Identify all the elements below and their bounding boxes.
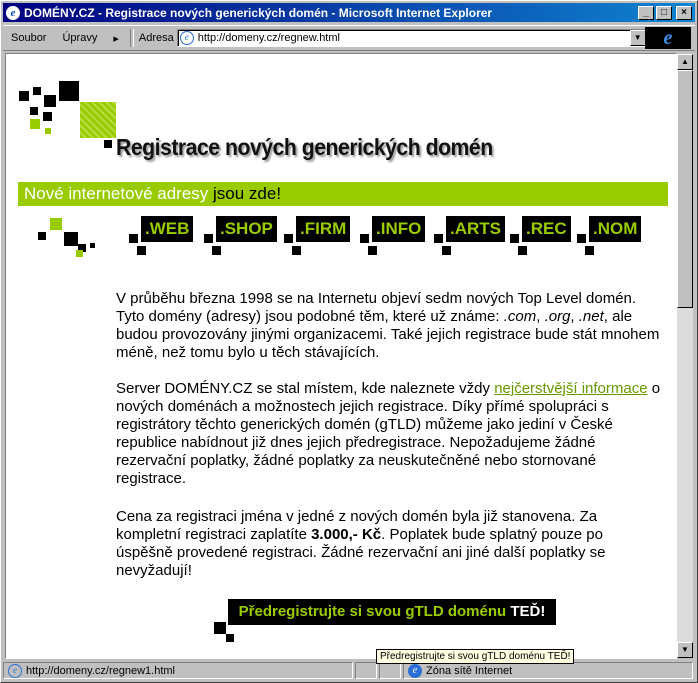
intro-paragraph [116, 290, 661, 362]
scroll-thumb[interactable] [677, 70, 693, 308]
domain-tab-arts[interactable] [446, 216, 505, 242]
toolbar-divider [130, 29, 134, 47]
para-text: V průběhu března 1998 se na Internetu objeví sedm nových Top Level domén. Tyto domény (adresy) jsou podobné těm, které už známe: [116, 290, 637, 325]
minimize-button[interactable]: _ [638, 6, 654, 20]
para-text: , [536, 308, 545, 325]
banner-text: Nové internetové adresy [24, 184, 213, 203]
status-bar [3, 661, 697, 681]
para-text: Server DOMÉNY.CZ se stal místem, kde naleznete vždy [116, 380, 495, 397]
para-text: , ale budou provozovány jinými organizacemi. Také jejich registrace bude stát mnohem méně, než tomu bylo u těch stávajících. [116, 308, 660, 361]
page-content [5, 53, 677, 659]
domain-tab-label: .WEB [145, 219, 190, 238]
domain-tab-label: .NOM [593, 219, 638, 238]
address-dropdown-arrow-icon[interactable]: ▼ [630, 30, 646, 46]
window-title: DOMÉNY.CZ - Registrace nových generických domén - Microsoft Internet Explorer [24, 5, 493, 20]
domain-tab-web[interactable] [141, 216, 193, 242]
vertical-scrollbar[interactable] [677, 54, 693, 658]
tooltip: Předregistrujte si svou gTLD doménu TEĎ! [376, 649, 574, 664]
ie-icon[interactable]: e [6, 6, 20, 20]
domain-tab-info[interactable] [372, 216, 425, 242]
menu-soubor[interactable]: Soubor [11, 32, 47, 44]
menu-more-chevron-icon[interactable]: ▸ [113, 32, 119, 45]
preregister-button[interactable] [228, 599, 556, 625]
para-text: . Poplatek bude splatný pouze po úspěšně provedené registraci. Žádné rezervační ani jiné další poplatky se nevyžadují! [116, 526, 606, 579]
menu-upravy[interactable]: Úpravy [62, 32, 98, 44]
price-paragraph [116, 508, 661, 580]
address-label: Adresa [138, 32, 174, 44]
domain-tab-rec[interactable] [522, 216, 571, 242]
status-url: http://domeny.cz/regnew1.html [26, 664, 175, 677]
status-url-cell [3, 662, 353, 679]
address-field[interactable] [177, 29, 647, 47]
status-cell [379, 662, 401, 679]
tld-org: .org [544, 308, 571, 325]
status-cell [355, 662, 377, 679]
status-zone: Zóna sítě Internet [426, 664, 513, 677]
domain-tab-label: .REC [526, 219, 567, 238]
price-value: 3.000,- Kč [311, 526, 382, 543]
para-text: o nových doménách a možnostech jejich registrace. Díky přímé spolupráci s registrátory těchto generických domén (gTLD) můžeme jako jediní v České republice nabídnout již dnes jejich předregistrace. Nepožadujeme žádné rezervační poplatky, žádné poplatky za neuskutečněné nebo stornované registrace. [116, 380, 661, 487]
latest-info-link[interactable]: nejčerstvější informace [494, 380, 648, 397]
maximize-button[interactable]: □ [656, 6, 672, 20]
para-text: Cena za registraci jména v jedné z nových domén byla již stanovena. Za kompletní registraci zaplatíte [116, 508, 598, 543]
page-icon: e [8, 664, 22, 678]
domain-tab-nom[interactable] [589, 216, 641, 242]
menu-toolbar [3, 25, 695, 51]
cta-decor-square [226, 634, 234, 642]
tld-com: .com [503, 308, 537, 325]
scroll-down-icon[interactable]: ▼ [677, 642, 693, 658]
page-heading: Registrace nových generických domén [116, 134, 493, 160]
address-url[interactable]: http://domeny.cz/regnew.html [197, 32, 340, 44]
scroll-up-icon[interactable]: ▲ [677, 54, 693, 70]
domain-tab-label: .ARTS [450, 219, 501, 238]
domain-tab-label: .INFO [376, 219, 422, 238]
para-text: , [570, 308, 579, 325]
domain-tab-shop[interactable] [216, 216, 277, 242]
cta-text-emphasis: TEĎ! [510, 603, 546, 620]
banner-text-emphasis: jsou zde! [213, 184, 282, 203]
status-zone-cell [403, 662, 693, 679]
page-icon: e [180, 31, 194, 45]
internet-zone-icon: e [408, 664, 422, 678]
cta-decor-square [214, 622, 226, 634]
title-bar[interactable] [3, 3, 695, 22]
domain-tab-firm[interactable] [296, 216, 350, 242]
domain-tab-label: .SHOP [220, 219, 273, 238]
close-button[interactable]: × [676, 6, 692, 20]
domain-tab-label: .FIRM [300, 219, 347, 238]
tld-net: .net [578, 308, 604, 325]
banner-bar [18, 182, 668, 206]
ie-logo-icon: e [645, 27, 691, 49]
server-paragraph [116, 380, 661, 488]
cta-text: Předregistrujte si svou gTLD doménu [238, 603, 511, 620]
